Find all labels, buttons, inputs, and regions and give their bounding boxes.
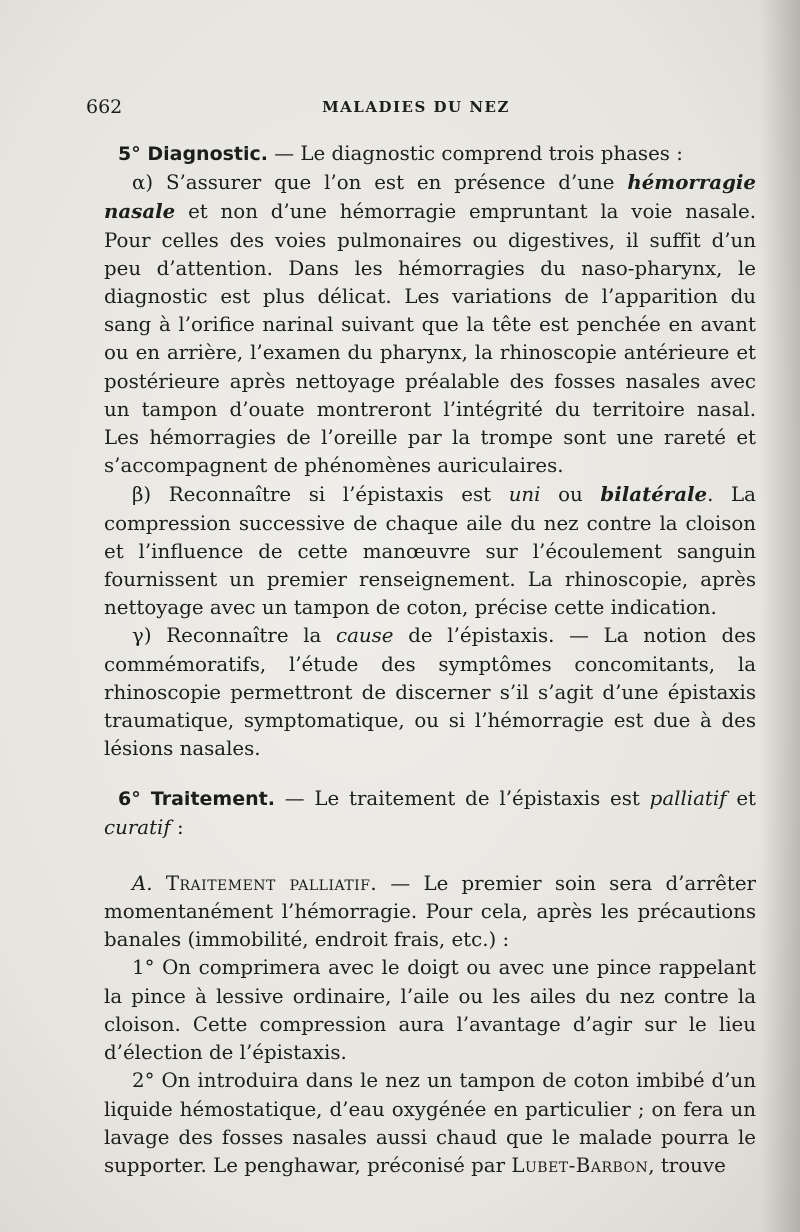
traitement-heading-paragraph — [104, 785, 756, 841]
beta-text-1: Reconnaître si l’épistaxis est — [168, 483, 509, 507]
item2-text-2: , trouve — [648, 1153, 726, 1177]
paragraph-beta — [104, 480, 756, 622]
page-number: 662 — [86, 96, 123, 118]
subsection-text: — Le premier soin sera d’arrêter momentanément l’hémorragie. Pour cela, après les précautions banales (immobilité, endroit frais, etc.) : — [104, 871, 756, 952]
beta-emphasis-uni: uni — [508, 483, 541, 507]
beta-text-2: ou — [540, 483, 601, 507]
subsection-letter: A. — [132, 871, 166, 895]
gamma-text-1: Reconnaître la — [166, 624, 337, 648]
running-title: MALADIES DU NEZ — [322, 98, 510, 116]
alpha-text-2: et non d’une hémorragie empruntant la voie nasale. Pour celles des voies pulmonaires ou digestives, il suffit d’un peu d’attention. Dans les hémorragies du naso-pharynx, le diagnostic est plus délicat. Les variations de l’apparition du sang à l’orifice narinal suivant que la tête est penchée en avant ou en arrière, l’examen du pharynx, la rhinoscopie antérieure et postérieure après nettoyage préalable des fosses nasales avec un tampon d’ouate montreront l’intégrité du territoire nasal. Les hémorragies de l’oreille par la trompe sont une rareté et s’accompagnent de phénomènes auriculaires. — [104, 200, 756, 478]
subsection-title: Traitement palliatif. — [165, 871, 378, 895]
paragraph-item-2 — [104, 1067, 756, 1180]
item2-text-1: 2° On introduira dans le nez un tampon de coton imbibé d’un liquide hémostatique, d’eau oxygénée en particulier ; on fera un lavage des fosses nasales aussi chaud que le malade pourra le supporter. Le penghawar, préconisé par — [104, 1069, 756, 1177]
author-name: Lubet-Barbon — [511, 1153, 649, 1177]
paragraph-traitement-palliatif — [104, 870, 756, 955]
traitement-text-2: et — [726, 787, 756, 811]
beta-emphasis-bilaterale: bilatérale — [600, 482, 708, 507]
traitement-emphasis-curatif: curatif — [104, 815, 171, 839]
gamma-emphasis: cause — [336, 624, 394, 648]
alpha-marker: α) — [132, 171, 166, 195]
running-head — [86, 96, 746, 120]
beta-marker: β) — [132, 483, 169, 507]
gamma-text-2: de l’épistaxis. — La notion des commémoratifs, l’étude des symptômes concomitants, la rhinoscopie permettront de discerner s’il s’agit d’une épistaxis traumatique, symptomatique, ou si l’hémorragie est due à des lésions nasales. — [104, 624, 756, 761]
traitement-text-1: — Le traitement de l’épistaxis est — [274, 787, 650, 811]
diagnostic-heading-paragraph — [104, 140, 756, 168]
traitement-emphasis-palliatif: palliatif — [649, 787, 727, 811]
alpha-text-1: S’assurer que l’on est en présence d’une — [165, 171, 628, 195]
section-heading-diagnostic: 5° Diagnostic. — [118, 143, 269, 165]
paragraph-alpha — [104, 168, 756, 480]
body-text — [104, 140, 756, 1180]
page-edge-shadow — [760, 0, 800, 1232]
beta-text-3: . La compression successive de chaque aile du nez contre la cloison et l’influence de cette manœuvre sur l’écoulement sanguin fournissent un premier renseignement. La rhinoscopie, après nettoyage avec un tampon de coton, précise cette indication. — [104, 483, 756, 620]
alpha-emphasis: hémorragie nasale — [104, 170, 756, 224]
paragraph-item-1: 1° On comprimera avec le doigt ou avec une pince rappelant la pince à lessive ordinaire, l’aile ou les ailes du nez contre la cloison. Cette compression aura l’avantage d’agir sur le lieu d’élection de l’épistaxis. — [104, 956, 756, 1065]
gamma-marker: γ) — [132, 624, 167, 648]
diagnostic-intro: — Le diagnostic comprend trois phases : — [268, 142, 683, 165]
paragraph-gamma — [104, 622, 756, 763]
traitement-text-3: : — [170, 815, 184, 839]
section-heading-traitement: 6° Traitement. — [118, 788, 275, 811]
